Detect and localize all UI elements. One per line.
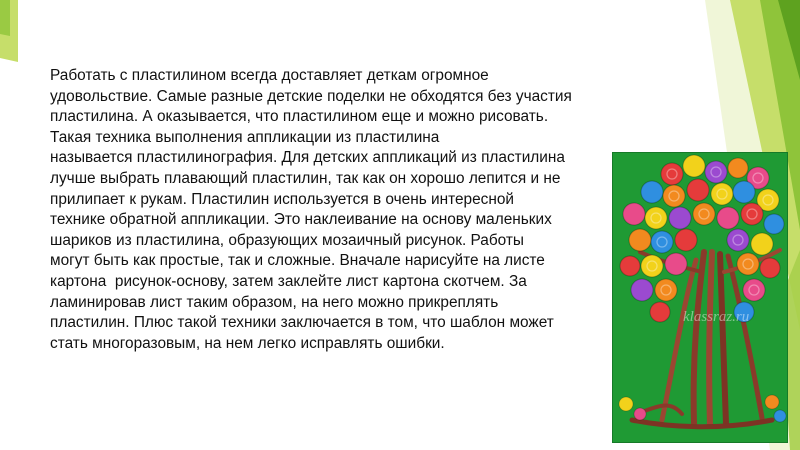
- left-triangle-dark: [0, 0, 10, 36]
- paragraph-line: стать многоразовым, на нем легко исправлять ошибки.: [50, 334, 445, 352]
- paragraph-line: лучше выбрать плавающий пластилин, так как он хорошо лепится и не: [50, 169, 561, 187]
- paragraph-line: пластилина. А оказывается, что пластилином еще и можно рисовать.: [50, 108, 549, 126]
- plasticine-tree-image: [612, 152, 788, 443]
- paragraph-line: пластилин. Плюс такой техники заключается в том, что шаблон может: [50, 314, 554, 332]
- paragraph-line: Такая техника выполнения аппликации из пластилина: [50, 128, 440, 146]
- paragraph-line: Работать с пластилином всегда доставляет деткам огромное: [50, 67, 489, 84]
- paragraph-line: ламинировав лист таким образом, на него можно прикреплять: [50, 293, 499, 311]
- tree-illustration: [612, 152, 788, 443]
- paragraph-line: технике обратной аппликации. Это наклеивание на основу маленьких: [50, 211, 552, 229]
- paragraph-line: прилипает к рукам. Пластилин используется в очень интересной: [50, 190, 515, 208]
- paragraph-line: картона рисунок-основу, затем заклейте лист картона скотчем. За: [50, 272, 527, 290]
- watermark: klassraz.ru: [683, 309, 750, 325]
- paragraph-line: могут быть как простые, так и сложные. Вначале нарисуйте на листе: [50, 252, 545, 270]
- paragraph-line: называется пластилинография. Для детских аппликаций из пластилина: [50, 149, 565, 167]
- paragraph-line: шариков из пластилина, образующих мозаичный рисунок. Работы: [50, 231, 524, 249]
- main-paragraph: [50, 66, 650, 354]
- paragraph-line: удовольствие. Самые разные детские поделки не обходятся без участия: [50, 87, 572, 105]
